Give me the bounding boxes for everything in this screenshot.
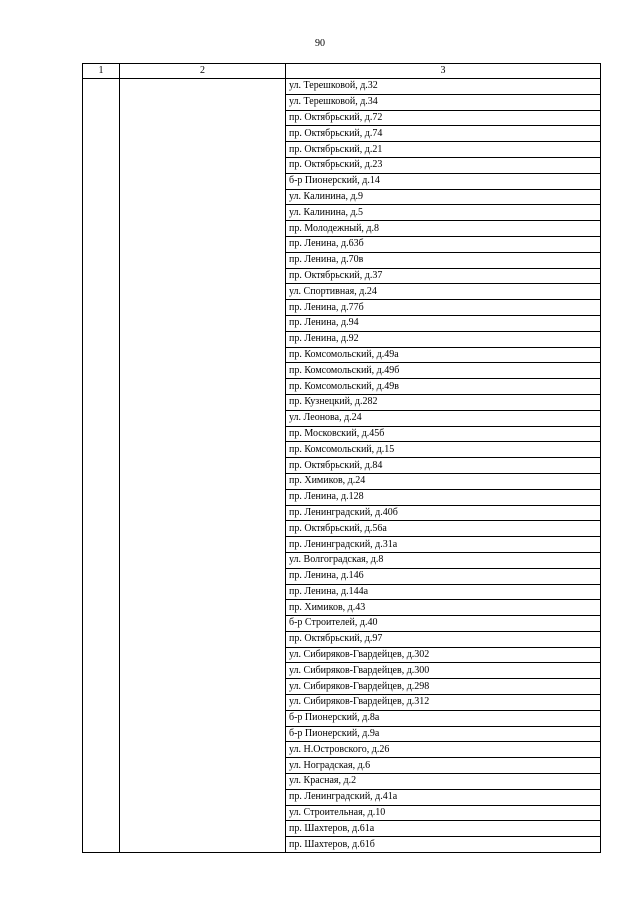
- address-cell: пр. Комсомольский, д.49в: [286, 379, 601, 395]
- address-cell: ул. Красная, д.2: [286, 774, 601, 790]
- address-cell: пр. Октябрьский, д.72: [286, 110, 601, 126]
- address-cell: пр. Октябрьский, д.74: [286, 126, 601, 142]
- address-cell: ул. Строительная, д.10: [286, 805, 601, 821]
- address-cell: ул. Леонова, д.24: [286, 410, 601, 426]
- header-col-1: 1: [83, 64, 120, 79]
- address-cell: пр. Шахтеров, д.61б: [286, 837, 601, 853]
- address-cell: ул. Волгоградская, д.8: [286, 552, 601, 568]
- address-cell: ул. Калинина, д.9: [286, 189, 601, 205]
- address-cell: пр. Комсомольский, д.49б: [286, 363, 601, 379]
- address-cell: пр. Шахтеров, д.61а: [286, 821, 601, 837]
- address-cell: пр. Октябрьский, д.56а: [286, 521, 601, 537]
- empty-cell-col-2: [120, 79, 286, 853]
- address-cell: пр. Комсомольский, д.15: [286, 442, 601, 458]
- address-table-body: [83, 64, 601, 853]
- address-cell: пр. Ленинградский, д.41а: [286, 789, 601, 805]
- address-cell: пр. Ленинградский, д.31а: [286, 537, 601, 553]
- address-cell: пр. Октябрьский, д.97: [286, 631, 601, 647]
- address-cell: ул. Терешковой, д.32: [286, 79, 601, 95]
- address-cell: пр. Ленина, д.63б: [286, 236, 601, 252]
- address-cell: пр. Октябрьский, д.84: [286, 458, 601, 474]
- address-cell: б-р Пионерский, д.9а: [286, 726, 601, 742]
- address-cell: пр. Октябрьский, д.37: [286, 268, 601, 284]
- address-cell: ул. Сибиряков-Гвардейцев, д.312: [286, 695, 601, 711]
- address-cell: пр. Ленина, д.92: [286, 331, 601, 347]
- address-cell: пр. Химиков, д.24: [286, 473, 601, 489]
- address-cell: ул. Сибиряков-Гвардейцев, д.300: [286, 663, 601, 679]
- address-cell: пр. Ленина, д.144а: [286, 584, 601, 600]
- address-cell: б-р Пионерский, д.14: [286, 173, 601, 189]
- address-cell: пр. Комсомольский, д.49а: [286, 347, 601, 363]
- header-col-3: 3: [286, 64, 601, 79]
- address-cell: пр. Октябрьский, д.21: [286, 142, 601, 158]
- address-cell: пр. Ленина, д.128: [286, 489, 601, 505]
- address-cell: пр. Октябрьский, д.23: [286, 157, 601, 173]
- empty-cell-col-1: [83, 79, 120, 853]
- address-cell: пр. Ленинградский, д.40б: [286, 505, 601, 521]
- address-cell: пр. Химиков, д.43: [286, 600, 601, 616]
- address-cell: ул. Терешковой, д.34: [286, 94, 601, 110]
- address-cell: ул. Калинина, д.5: [286, 205, 601, 221]
- address-cell: пр. Ленина, д.77б: [286, 300, 601, 316]
- address-table: [82, 63, 601, 853]
- address-cell: ул. Спортивная, д.24: [286, 284, 601, 300]
- address-cell: пр. Ленина, д.70в: [286, 252, 601, 268]
- address-cell: пр. Ленина, д.146: [286, 568, 601, 584]
- address-cell: пр. Московский, д.45б: [286, 426, 601, 442]
- table-header-row: [83, 64, 601, 79]
- header-col-2: 2: [120, 64, 286, 79]
- address-cell: ул. Сибиряков-Гвардейцев, д.302: [286, 647, 601, 663]
- address-cell: ул. Н.Островского, д.26: [286, 742, 601, 758]
- page-number: 90: [315, 38, 325, 49]
- address-cell: б-р Пионерский, д.8а: [286, 710, 601, 726]
- address-cell: ул. Сибиряков-Гвардейцев, д.298: [286, 679, 601, 695]
- table-row: [83, 79, 601, 95]
- address-cell: пр. Кузнецкий, д.282: [286, 394, 601, 410]
- address-cell: б-р Строителей, д.40: [286, 616, 601, 632]
- address-cell: пр. Ленина, д.94: [286, 315, 601, 331]
- address-cell: пр. Молодежный, д.8: [286, 221, 601, 237]
- address-cell: ул. Ноградская, д.6: [286, 758, 601, 774]
